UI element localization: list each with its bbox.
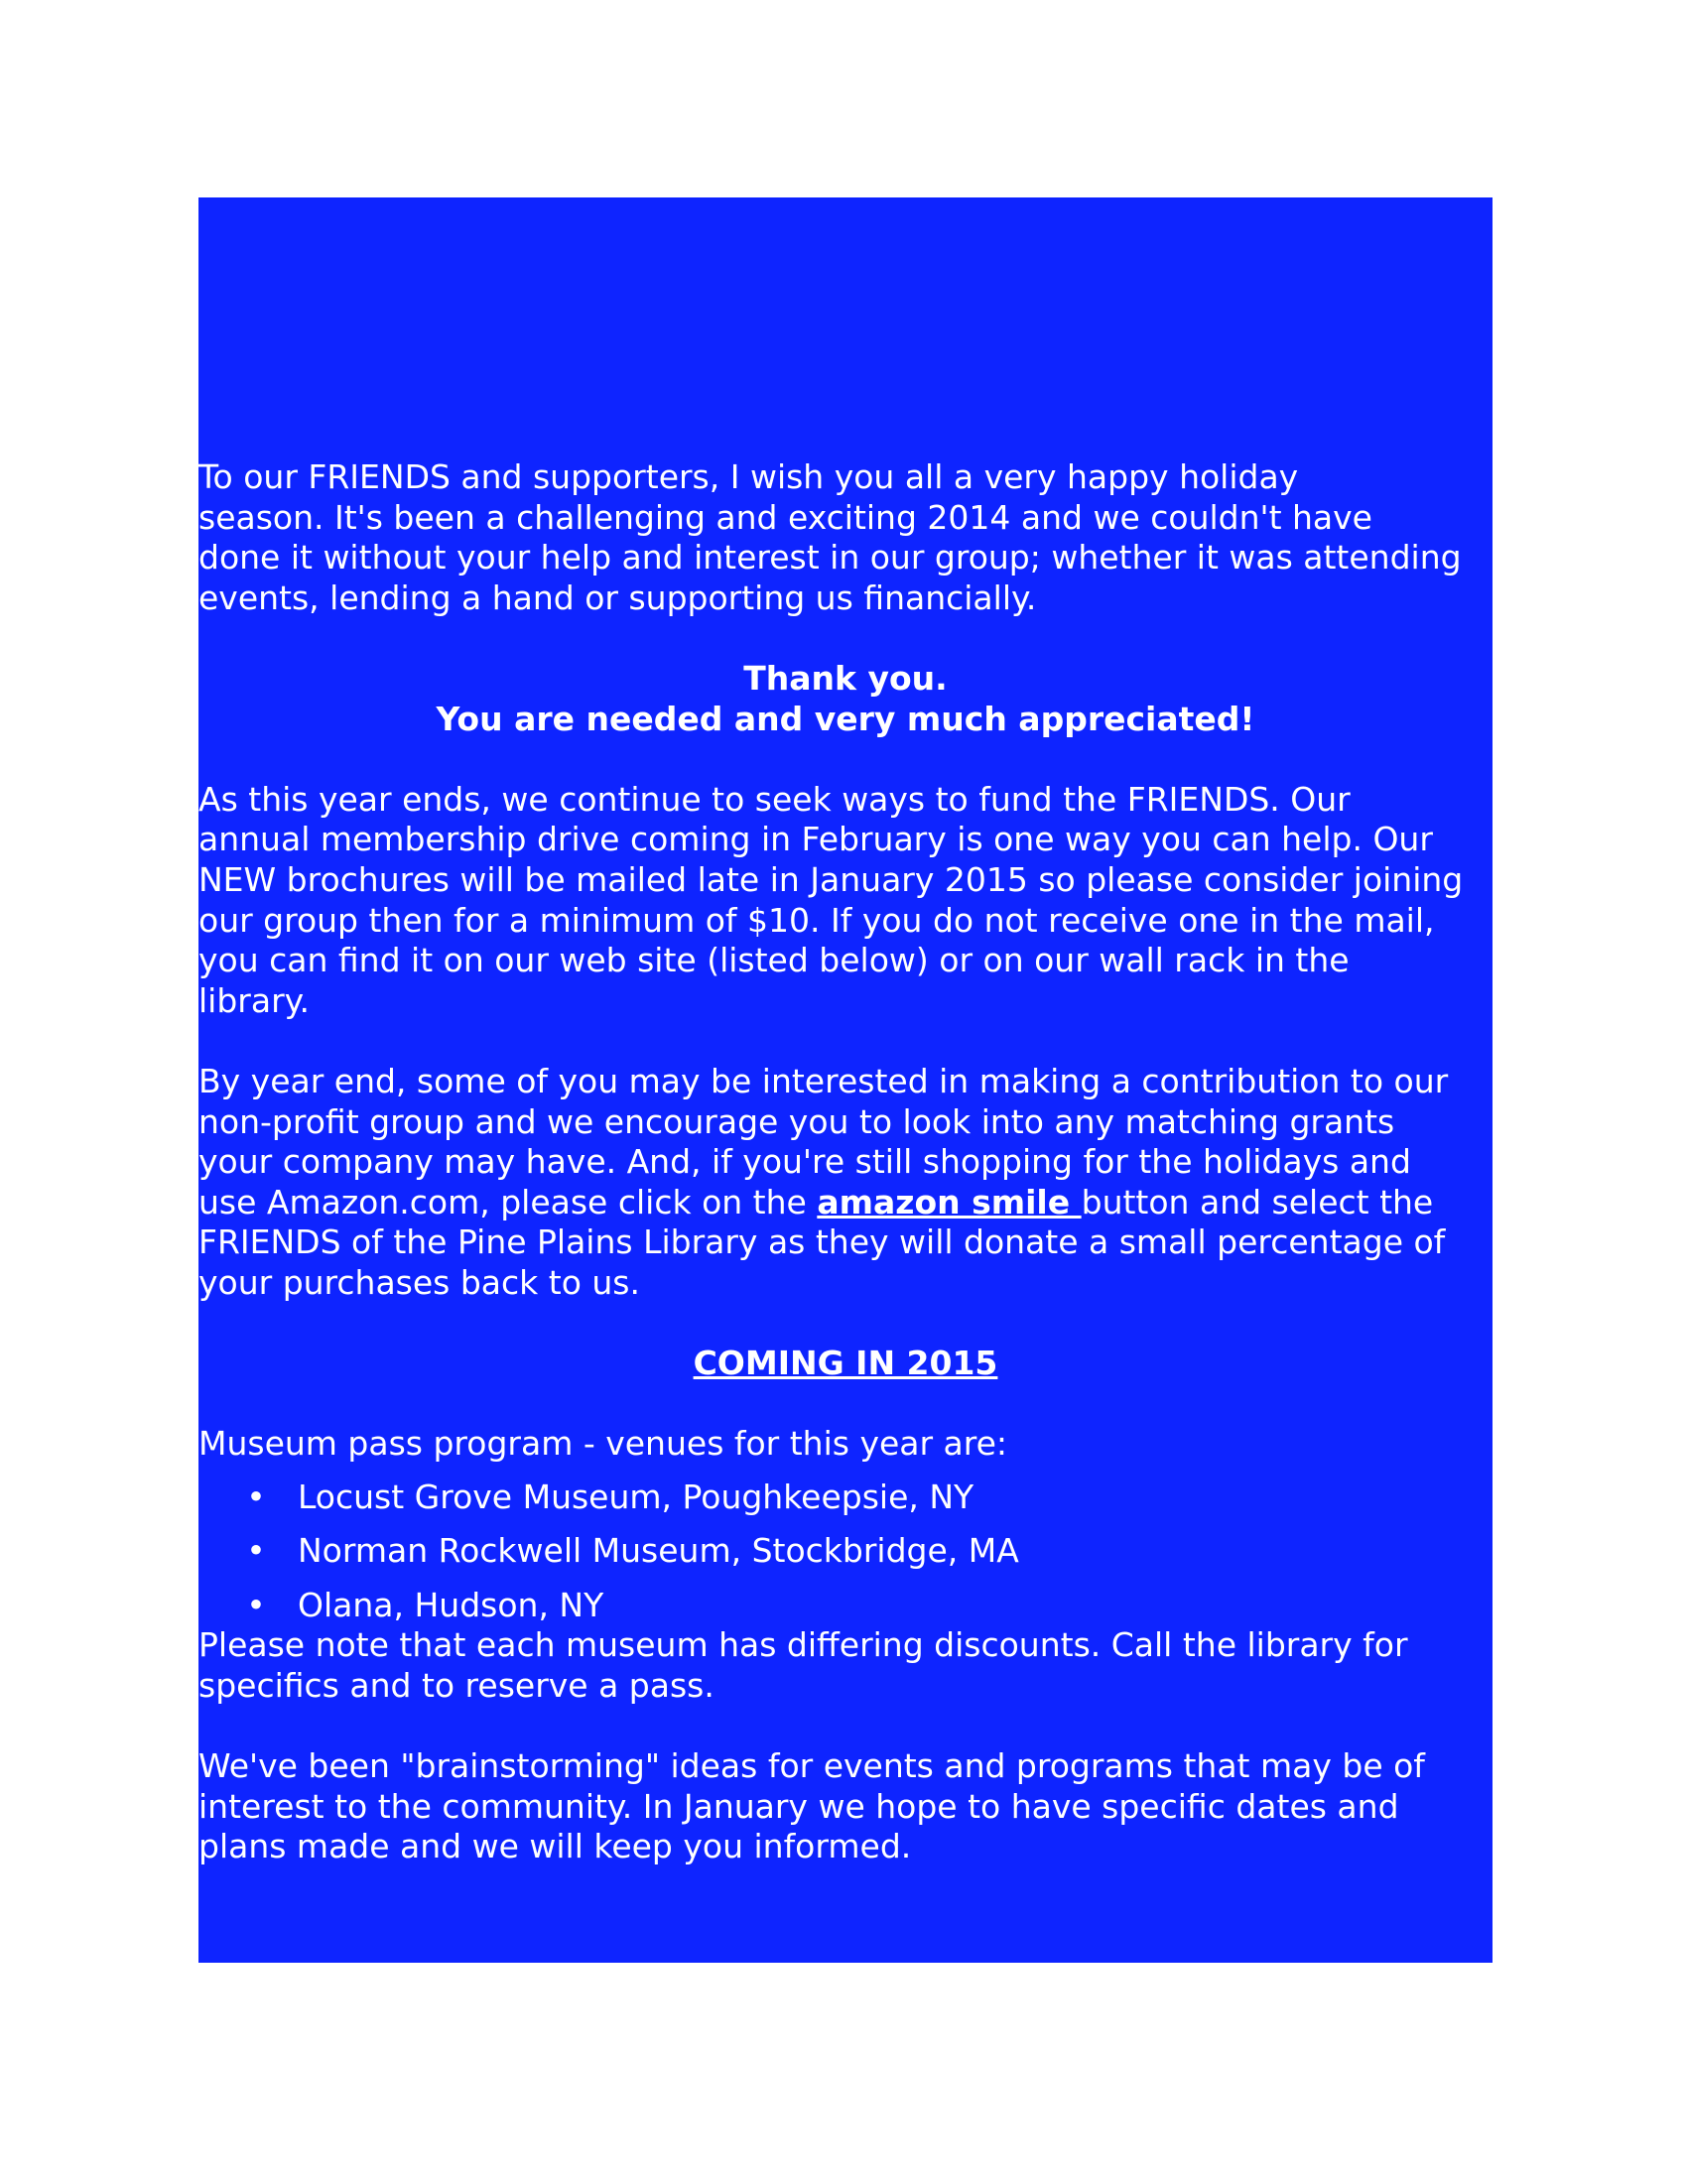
bullet-icon: • bbox=[246, 1531, 266, 1571]
appreciation-line: You are needed and very much appreciated! bbox=[436, 699, 1255, 738]
thank-you-block bbox=[198, 659, 1493, 739]
brainstorm-paragraph: We've been "brainstorming" ideas for events and programs that may be of interest to the community. In January we hope to have specific dates and plans made and we will keep you informed. bbox=[198, 1746, 1425, 1866]
intro-paragraph: To our FRIENDS and supporters, I wish you all a very happy holiday season. It's been a challenging and exciting 2014 and we couldn't have done it without your help and interest in our group; whether it was attending events, lending a hand or supporting us financially. bbox=[198, 457, 1462, 617]
museum-name: Olana, Hudson, NY bbox=[298, 1585, 604, 1624]
museum-intro: Museum pass program - venues for this year are: bbox=[198, 1424, 1008, 1464]
contribution-text-end: button and select the FRIENDS of the Pine Plains Library as they will donate a small percentage of your purchases back to us. bbox=[198, 1182, 1446, 1302]
bullet-icon: • bbox=[246, 1477, 266, 1516]
museum-name: Norman Rockwell Museum, Stockbridge, MA bbox=[298, 1531, 1019, 1571]
letter-panel bbox=[198, 197, 1493, 1963]
thank-you-line: Thank you. bbox=[743, 658, 948, 698]
amazon-smile-link[interactable]: amazon smile bbox=[817, 1182, 1082, 1221]
contribution-paragraph bbox=[198, 1062, 1493, 1304]
list-item bbox=[198, 1586, 1493, 1640]
membership-paragraph: As this year ends, we continue to seek ways to fund the FRIENDS. Our annual membership drive coming in February is one way you can help. Our NEW brochures will be mailed late in January 2015 so please consider joining our group then for a minimum of $10. If you do not receive one in the mail, you can find it on our web site (listed below) or on our wall rack in the library. bbox=[198, 779, 1464, 1020]
contribution-text-start: By year end, some of you may be interested in making a contribution to our non-profit group and we encourage you to look into any matching grants your company may have. And, if you're still shopping for the holidays and use Amazon.com, please click on the bbox=[198, 1061, 1449, 1221]
bullet-icon: • bbox=[246, 1585, 266, 1624]
museum-name: Locust Grove Museum, Poughkeepsie, NY bbox=[298, 1477, 974, 1516]
museum-list bbox=[198, 1477, 1493, 1640]
coming-heading: COMING IN 2015 bbox=[693, 1344, 998, 1383]
list-item bbox=[198, 1531, 1493, 1586]
museum-note-paragraph: Please note that each museum has differing discounts. Call the library for specifics and to reserve a pass. bbox=[198, 1625, 1408, 1705]
list-item bbox=[198, 1477, 1493, 1532]
